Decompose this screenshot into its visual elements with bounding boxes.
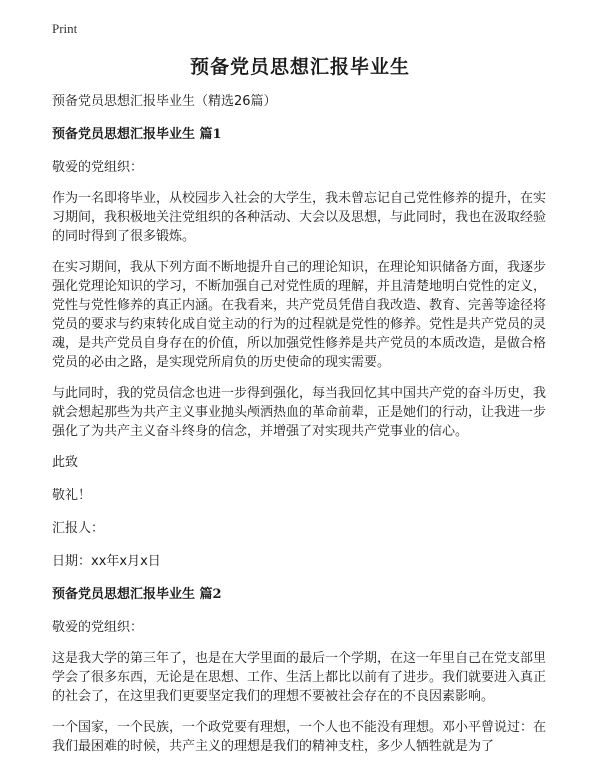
- section-heading-2: 预备党员思想汇报毕业生 篇2: [52, 587, 222, 602]
- print-link[interactable]: Print: [52, 21, 78, 36]
- paragraph: 这是我大学的第三年了，也是在大学里面的最后一个学期，在这一年里自己在党支部里学会了很多东西，无论是在思想、工作、生活上都比以前有了进步。我们就要进入真正的社会了，在这里我们更要坚定我们的理想不要被社会存在的不良因素影响。: [52, 651, 547, 704]
- greeting-1: 敬爱的党组织：: [52, 160, 144, 175]
- document-body: [52, 92, 548, 768]
- section-heading-1: 预备党员思想汇报毕业生 篇1: [52, 127, 222, 142]
- document-subtitle: 预备党员思想汇报毕业生（精选26篇）: [52, 94, 277, 109]
- paragraph: 与此同时，我的党员信念也进一步得到强化，每当我回忆其中国共产党的奋斗历史，我就会想起那些为共产主义事业抛头颅洒热血的革命前辈，正是她们的行动，让我进一步强化了为共产主义奋斗终身的信念，并增强了对实现共产党事业的信心。: [52, 386, 547, 439]
- paragraph: 在实习期间，我从下列方面不断地提升自己的理论知识，在理论知识储备方面，我逐步强化党理论知识的学习，不断加强自己对党性质的理解，并且清楚地明白党性的定义，党性与党性修养的真正内涵。在我看来，共产党员凭借自我改造、教育、完善等途径将党员的要求与约束转化成自觉主动的行为的过程就是党性的修养。党性是共产党员的灵魂，是共产党员自身存在的价值，所以加强党性修养是共产党员的本质改造，是做合格党员的必由之路，是实现党所肩负的历史使命的现实需要。: [52, 260, 547, 370]
- reporter: 汇报人：: [52, 521, 105, 536]
- salute: 敬礼！: [52, 488, 92, 503]
- greeting-2: 敬爱的党组织：: [52, 620, 144, 635]
- closing: 此致: [52, 455, 79, 470]
- document-title: 预备党员思想汇报毕业生: [189, 56, 410, 78]
- paragraph: 一个国家，一个民族，一个政党要有理想，一个人也不能没有理想。邓小平曾说过：在我们最困难的时候，共产主义的理想是我们的精神支柱，多少人牺牲就是为了: [52, 720, 547, 754]
- date: 日期：xx年x月x日: [52, 554, 161, 569]
- paragraph: 作为一名即将毕业，从校园步入社会的大学生，我未曾忘记自己党性修养的提升，在实习期间，我积极地关注党组织的各种活动、大会以及思想，与此同时，我也在汲取经验的同时得到了很多锻炼。: [52, 191, 547, 244]
